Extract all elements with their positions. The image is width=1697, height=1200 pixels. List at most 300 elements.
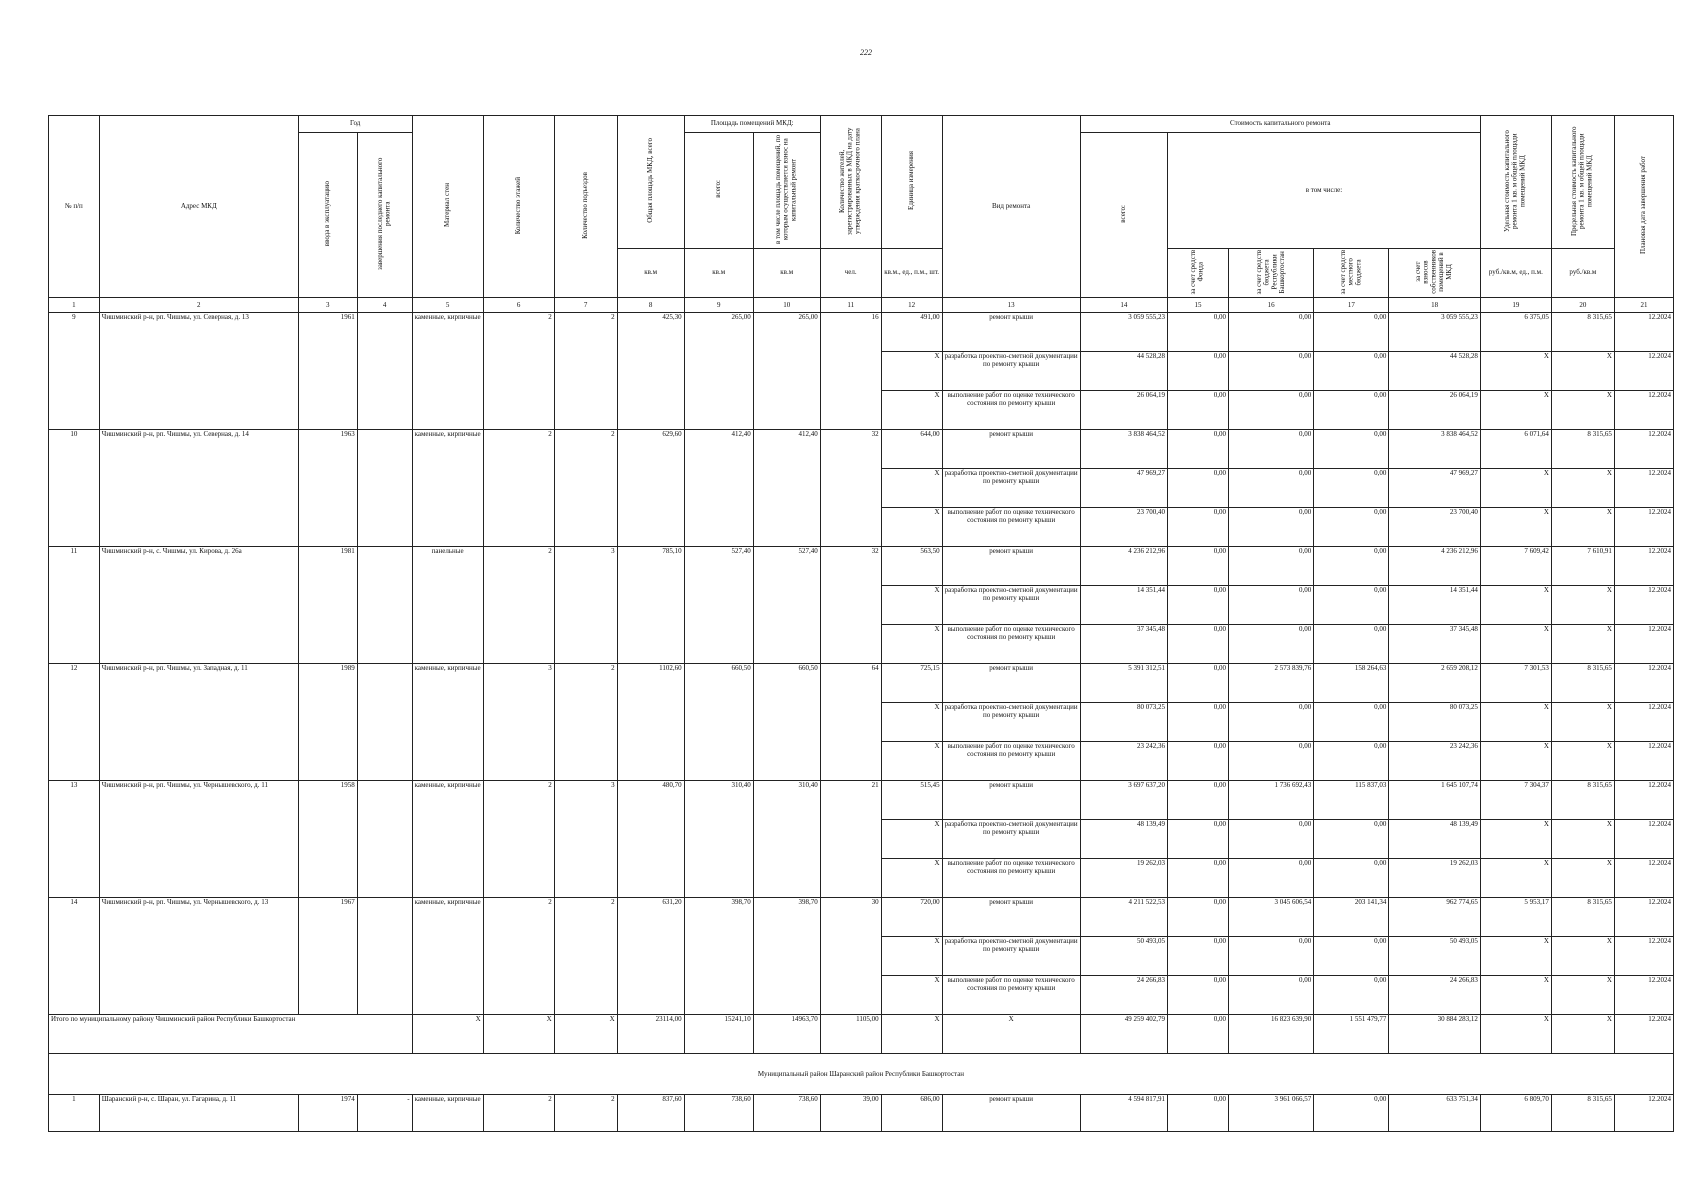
cell-area: 629,60: [617, 430, 684, 547]
cell-cost-owners: 23 242,36: [1389, 742, 1480, 781]
cell-cost-owners: 47 969,27: [1389, 469, 1480, 508]
cell-deadline: 12.2024: [1614, 976, 1673, 1015]
cell-cost-local: 115 837,03: [1314, 781, 1389, 820]
cell-entrances: 2: [554, 313, 617, 430]
cell-last-repair: [357, 547, 412, 664]
cell-unit-cost: X: [1480, 976, 1551, 1015]
cell-cost-local: 0,00: [1314, 352, 1389, 391]
cell-qty: X: [881, 391, 942, 430]
table-row: [49, 430, 1674, 469]
cell-living: 265,00: [753, 313, 820, 430]
total-residents: 1105,00: [820, 1015, 881, 1054]
column-numbers-row: [49, 298, 1674, 313]
cell-cost-republic: 0,00: [1228, 469, 1313, 508]
cell-qty: X: [881, 820, 942, 859]
cell-max-cost: 8 315,65: [1551, 898, 1614, 937]
table-row: [49, 664, 1674, 703]
cell-cost-owners: 44 528,28: [1389, 352, 1480, 391]
cell-cost-fund: 0,00: [1168, 664, 1229, 703]
cell-max-cost: X: [1551, 469, 1614, 508]
cell-address: Чишминский р-н, рп. Чишмы, ул. Северная, д. 13: [99, 313, 298, 430]
cell-floors: 2: [483, 1095, 554, 1132]
unit-max-cost: руб./кв.м: [1551, 249, 1614, 298]
cell-floors: 2: [483, 898, 554, 1015]
column-number: 11: [820, 298, 881, 313]
cell-cost-republic: 0,00: [1228, 547, 1313, 586]
cell-year: 1961: [298, 313, 357, 430]
unit-living: кв.м: [753, 249, 820, 298]
cell-cost-republic: 0,00: [1228, 508, 1313, 547]
cell-cost-total: 4 236 212,96: [1080, 547, 1167, 586]
cell-max-cost: X: [1551, 508, 1614, 547]
cell-cost-fund: 0,00: [1168, 937, 1229, 976]
cell-residents: 30: [820, 898, 881, 1015]
col-cost-local: за счет средств местного бюджета: [1314, 249, 1389, 298]
cell-unit-cost: X: [1480, 742, 1551, 781]
column-number: 16: [1228, 298, 1313, 313]
cell-qty: 563,50: [881, 547, 942, 586]
cell-deadline: 12.2024: [1614, 625, 1673, 664]
cell-address: Чишминский р-н, рп. Чишмы, ул. Западная, д. 11: [99, 664, 298, 781]
table-row: [49, 781, 1674, 820]
cell-cost-owners: 50 493,05: [1389, 937, 1480, 976]
page-number: 222: [860, 48, 872, 57]
cell-work-type: разработка проектно-сметной документации по ремонту крыши: [942, 352, 1080, 391]
cell-area: 480,70: [617, 781, 684, 898]
cell-cost-fund: 0,00: [1168, 547, 1229, 586]
col-total-area: Общая площадь МКД, всего: [617, 116, 684, 249]
cell-year: 1981: [298, 547, 357, 664]
table-row: [49, 1095, 1674, 1132]
col-work-type: Вид ремонта: [942, 116, 1080, 298]
column-number: 20: [1551, 298, 1614, 313]
cell-cost-fund: 0,00: [1168, 508, 1229, 547]
col-floors: Количество этажей: [483, 116, 554, 298]
cell-cost-total: 80 073,25: [1080, 703, 1167, 742]
cell-qty: X: [881, 703, 942, 742]
column-number: 6: [483, 298, 554, 313]
cell-residents: 64: [820, 664, 881, 781]
cell-last-repair: [357, 898, 412, 1015]
cell-residents: 21: [820, 781, 881, 898]
cell-work-type: ремонт крыши: [942, 430, 1080, 469]
total-deadline: 12.2024: [1614, 1015, 1673, 1054]
cell-living: 412,40: [753, 430, 820, 547]
cell-deadline: 12.2024: [1614, 898, 1673, 937]
cell-cost-owners: 2 659 208,12: [1389, 664, 1480, 703]
cell-max-cost: 8 315,65: [1551, 1095, 1614, 1132]
cell-material: каменные, кирпичные: [412, 664, 483, 781]
cell-cost-local: 0,00: [1314, 508, 1389, 547]
cell-cost-republic: 0,00: [1228, 352, 1313, 391]
cell-unit-cost: X: [1480, 508, 1551, 547]
cell-cost-republic: 0,00: [1228, 430, 1313, 469]
cell-qty: X: [881, 976, 942, 1015]
cell-number: 11: [49, 547, 100, 664]
cell-area: 837,60: [617, 1095, 684, 1132]
cell-cost-local: 0,00: [1314, 391, 1389, 430]
cell-cost-fund: 0,00: [1168, 898, 1229, 937]
cell-deadline: 12.2024: [1614, 703, 1673, 742]
column-number: 4: [357, 298, 412, 313]
cell-number: 13: [49, 781, 100, 898]
cell-cost-fund: 0,00: [1168, 859, 1229, 898]
cell-unit-cost: X: [1480, 586, 1551, 625]
column-number: 9: [684, 298, 753, 313]
cell-max-cost: 8 315,65: [1551, 430, 1614, 469]
cell-deadline: 12.2024: [1614, 742, 1673, 781]
cell-premises: 738,60: [684, 1095, 753, 1132]
col-cost-republic: за счет средств бюджета Республики Башкортостан: [1228, 249, 1313, 298]
cell-premises: 310,40: [684, 781, 753, 898]
cell-cost-fund: 0,00: [1168, 703, 1229, 742]
column-number: 15: [1168, 298, 1229, 313]
total-material: X: [412, 1015, 483, 1054]
column-number: 13: [942, 298, 1080, 313]
cell-cost-owners: 19 262,03: [1389, 859, 1480, 898]
total-premises: 15241,10: [684, 1015, 753, 1054]
column-number: 5: [412, 298, 483, 313]
cell-cost-local: 0,00: [1314, 313, 1389, 352]
cell-cost-owners: 37 345,48: [1389, 625, 1480, 664]
cell-work-type: ремонт крыши: [942, 781, 1080, 820]
cell-cost-republic: 3 045 606,54: [1228, 898, 1313, 937]
cell-deadline: 12.2024: [1614, 391, 1673, 430]
cell-cost-republic: 3 961 066,57: [1228, 1095, 1313, 1132]
col-cost-incl: в том числе:: [1168, 133, 1481, 249]
cell-deadline: 12.2024: [1614, 352, 1673, 391]
cell-work-type: разработка проектно-сметной документации по ремонту крыши: [942, 937, 1080, 976]
cell-unit-cost: X: [1480, 703, 1551, 742]
cell-max-cost: X: [1551, 742, 1614, 781]
cell-cost-total: 3 697 637,20: [1080, 781, 1167, 820]
cell-cost-republic: 0,00: [1228, 391, 1313, 430]
cell-year: 1974: [298, 1095, 357, 1132]
cell-last-repair: -: [357, 1095, 412, 1132]
cell-max-cost: X: [1551, 625, 1614, 664]
cell-deadline: 12.2024: [1614, 313, 1673, 352]
unit-unit-cost: руб./кв.м, ед., п.м.: [1480, 249, 1551, 298]
cell-deadline: 12.2024: [1614, 469, 1673, 508]
column-number: 17: [1314, 298, 1389, 313]
col-year-last: завершения последнего капитального ремонта: [357, 133, 412, 298]
cell-unit-cost: X: [1480, 469, 1551, 508]
section-title: Муниципальный район Шаранский район Республики Башкортостан: [49, 1054, 1674, 1095]
cell-cost-total: 26 064,19: [1080, 391, 1167, 430]
total-max-cost: X: [1551, 1015, 1614, 1054]
cell-premises: 660,50: [684, 664, 753, 781]
total-local: 1 551 479,77: [1314, 1015, 1389, 1054]
cell-qty: 491,00: [881, 313, 942, 352]
cell-cost-local: 0,00: [1314, 586, 1389, 625]
cell-max-cost: X: [1551, 391, 1614, 430]
col-cost-fund: за счет средств Фонда: [1168, 249, 1229, 298]
cell-cost-local: 158 264,63: [1314, 664, 1389, 703]
cell-address: Чишминский р-н, рп. Чишмы, ул. Северная, д. 14: [99, 430, 298, 547]
cell-cost-total: 44 528,28: [1080, 352, 1167, 391]
cell-cost-republic: 1 736 692,43: [1228, 781, 1313, 820]
cell-unit-cost: X: [1480, 937, 1551, 976]
cell-last-repair: [357, 313, 412, 430]
cell-area: 425,30: [617, 313, 684, 430]
cell-cost-total: 14 351,44: [1080, 586, 1167, 625]
cell-cost-local: 0,00: [1314, 703, 1389, 742]
cell-cost-fund: 0,00: [1168, 391, 1229, 430]
cell-year: 1967: [298, 898, 357, 1015]
cell-cost-local: 0,00: [1314, 859, 1389, 898]
cell-unit-cost: 7 304,37: [1480, 781, 1551, 820]
column-number: 2: [99, 298, 298, 313]
cell-work-type: ремонт крыши: [942, 547, 1080, 586]
cell-work-type: разработка проектно-сметной документации по ремонту крыши: [942, 586, 1080, 625]
cell-cost-local: 0,00: [1314, 1095, 1389, 1132]
cell-cost-republic: 0,00: [1228, 625, 1313, 664]
cell-max-cost: 8 315,65: [1551, 313, 1614, 352]
col-material: Материал стен: [412, 116, 483, 298]
cell-cost-owners: 633 751,34: [1389, 1095, 1480, 1132]
unit-premises: кв.м: [684, 249, 753, 298]
cell-qty: 515,45: [881, 781, 942, 820]
cell-cost-owners: 962 774,65: [1389, 898, 1480, 937]
cell-cost-fund: 0,00: [1168, 625, 1229, 664]
total-label: Итого по муниципальному району Чишминский район Республики Башкортостан: [49, 1015, 413, 1054]
cell-entrances: 3: [554, 547, 617, 664]
column-number: 10: [753, 298, 820, 313]
col-n: № п/п: [49, 116, 100, 298]
cell-cost-owners: 23 700,40: [1389, 508, 1480, 547]
cell-cost-local: 0,00: [1314, 742, 1389, 781]
cell-entrances: 2: [554, 898, 617, 1015]
cell-unit-cost: X: [1480, 352, 1551, 391]
column-number: 3: [298, 298, 357, 313]
col-entrances: Количество подъездов: [554, 116, 617, 298]
cell-cost-total: 4 211 522,53: [1080, 898, 1167, 937]
cell-unit-cost: X: [1480, 820, 1551, 859]
section-row: [49, 1054, 1674, 1095]
cell-residents: 32: [820, 547, 881, 664]
total-owners: 30 884 283,12: [1389, 1015, 1480, 1054]
cell-entrances: 2: [554, 1095, 617, 1132]
cell-work-type: выполнение работ по оценке технического состояния по ремонту крыши: [942, 391, 1080, 430]
cell-qty: X: [881, 937, 942, 976]
cell-work-type: разработка проектно-сметной документации по ремонту крыши: [942, 469, 1080, 508]
cell-work-type: ремонт крыши: [942, 898, 1080, 937]
cell-entrances: 2: [554, 664, 617, 781]
cell-work-type: ремонт крыши: [942, 664, 1080, 703]
cell-cost-republic: 0,00: [1228, 742, 1313, 781]
column-number: 7: [554, 298, 617, 313]
cell-cost-fund: 0,00: [1168, 820, 1229, 859]
table-row: [49, 313, 1674, 352]
col-year-group: Год: [298, 116, 412, 133]
cell-deadline: 12.2024: [1614, 859, 1673, 898]
cell-cost-republic: 0,00: [1228, 937, 1313, 976]
cell-deadline: 12.2024: [1614, 820, 1673, 859]
cell-material: каменные, кирпичные: [412, 313, 483, 430]
table-header: [49, 116, 1674, 313]
cell-cost-fund: 0,00: [1168, 781, 1229, 820]
cell-deadline: 12.2024: [1614, 508, 1673, 547]
cell-cost-local: 0,00: [1314, 937, 1389, 976]
cell-residents: 32: [820, 430, 881, 547]
cell-living: 398,70: [753, 898, 820, 1015]
cell-qty: X: [881, 859, 942, 898]
cell-area: 785,10: [617, 547, 684, 664]
cell-address: Шаранский р-н, с. Шаран, ул. Гагарина, д. 11: [99, 1095, 298, 1132]
cell-cost-republic: 2 573 839,76: [1228, 664, 1313, 703]
cell-cost-owners: 1 645 107,74: [1389, 781, 1480, 820]
cell-max-cost: X: [1551, 352, 1614, 391]
cell-cost-owners: 3 059 555,23: [1389, 313, 1480, 352]
cell-cost-owners: 80 073,25: [1389, 703, 1480, 742]
cell-qty: 720,00: [881, 898, 942, 937]
cell-cost-republic: 0,00: [1228, 703, 1313, 742]
cell-address: Чишминский р-н, рп. Чишмы, ул. Чернышевского, д. 13: [99, 898, 298, 1015]
cell-cost-total: 50 493,05: [1080, 937, 1167, 976]
cell-work-type: ремонт крыши: [942, 313, 1080, 352]
total-unit-cost: X: [1480, 1015, 1551, 1054]
col-deadline: Плановая дата завершения работ: [1614, 116, 1673, 298]
cell-max-cost: X: [1551, 820, 1614, 859]
cell-last-repair: [357, 781, 412, 898]
cell-cost-total: 24 266,83: [1080, 976, 1167, 1015]
cell-living: 738,60: [753, 1095, 820, 1132]
col-premises-living: в том числе площадь помещений, по которым осуществляется взнос на капитальный ремонт: [753, 133, 820, 249]
table-row: [49, 547, 1674, 586]
total-fund: 0,00: [1168, 1015, 1229, 1054]
cell-unit-cost: X: [1480, 625, 1551, 664]
cell-floors: 3: [483, 664, 554, 781]
column-number: 19: [1480, 298, 1551, 313]
cell-max-cost: 7 610,91: [1551, 547, 1614, 586]
cell-work-type: выполнение работ по оценке технического состояния по ремонту крыши: [942, 508, 1080, 547]
cell-qty: X: [881, 469, 942, 508]
cell-unit-cost: 5 953,17: [1480, 898, 1551, 937]
cell-cost-local: 0,00: [1314, 976, 1389, 1015]
col-address: Адрес МКД: [99, 116, 298, 298]
cell-cost-fund: 0,00: [1168, 742, 1229, 781]
cell-floors: 2: [483, 313, 554, 430]
cell-cost-republic: 0,00: [1228, 859, 1313, 898]
cell-deadline: 12.2024: [1614, 430, 1673, 469]
column-number: 12: [881, 298, 942, 313]
cell-cost-owners: 26 064,19: [1389, 391, 1480, 430]
cell-max-cost: 8 315,65: [1551, 664, 1614, 703]
cell-living: 310,40: [753, 781, 820, 898]
col-residents: Количество жителей, зарегистрированных в МКД на дату утверждения краткосрочного плана: [820, 116, 881, 249]
cell-material: каменные, кирпичные: [412, 1095, 483, 1132]
cell-number: 14: [49, 898, 100, 1015]
cell-cost-local: 203 141,34: [1314, 898, 1389, 937]
capital-repair-table: [48, 115, 1674, 1132]
cell-cost-republic: 0,00: [1228, 976, 1313, 1015]
cell-cost-owners: 14 351,44: [1389, 586, 1480, 625]
cell-deadline: 12.2024: [1614, 1095, 1673, 1132]
cell-premises: 398,70: [684, 898, 753, 1015]
cell-cost-local: 0,00: [1314, 469, 1389, 508]
cell-work-type: выполнение работ по оценке технического состояния по ремонту крыши: [942, 742, 1080, 781]
col-cost-total: всего:: [1080, 133, 1167, 298]
cell-unit-cost: 7 301,53: [1480, 664, 1551, 703]
cell-deadline: 12.2024: [1614, 547, 1673, 586]
col-year-commission: ввода в эксплуатацию: [298, 133, 357, 298]
cell-cost-republic: 0,00: [1228, 820, 1313, 859]
cell-max-cost: 8 315,65: [1551, 781, 1614, 820]
cell-qty: X: [881, 625, 942, 664]
cell-number: 1: [49, 1095, 100, 1132]
cell-qty: 725,15: [881, 664, 942, 703]
unit-area: кв.м: [617, 249, 684, 298]
cell-cost-total: 37 345,48: [1080, 625, 1167, 664]
column-number: 1: [49, 298, 100, 313]
cell-cost-fund: 0,00: [1168, 313, 1229, 352]
cell-cost-owners: 4 236 212,96: [1389, 547, 1480, 586]
cell-max-cost: X: [1551, 703, 1614, 742]
cell-premises: 527,40: [684, 547, 753, 664]
total-area: 23114,00: [617, 1015, 684, 1054]
cell-deadline: 12.2024: [1614, 586, 1673, 625]
cell-cost-fund: 0,00: [1168, 430, 1229, 469]
cell-number: 12: [49, 664, 100, 781]
col-max-cost: Предельная стоимость капитального ремонта 1 кв. м общей площади помещений МКД: [1551, 116, 1614, 249]
total-cost: 49 259 402,79: [1080, 1015, 1167, 1054]
unit-qty: кв.м., ед., п.м., шт.: [881, 249, 942, 298]
cell-address: Чишминский р-н, с. Чишмы, ул. Кирова, д. 26а: [99, 547, 298, 664]
cell-max-cost: X: [1551, 859, 1614, 898]
cell-residents: 16: [820, 313, 881, 430]
total-floors: X: [483, 1015, 554, 1054]
cell-qty: 644,00: [881, 430, 942, 469]
cell-address: Чишминский р-н, рп. Чишмы, ул. Чернышевского, д. 11: [99, 781, 298, 898]
col-premises-group: Площадь помещений МКД:: [684, 116, 820, 133]
column-number: 18: [1389, 298, 1480, 313]
cell-area: 1102,60: [617, 664, 684, 781]
cell-cost-fund: 0,00: [1168, 1095, 1229, 1132]
cell-material: каменные, кирпичные: [412, 430, 483, 547]
cell-cost-fund: 0,00: [1168, 352, 1229, 391]
table-row: [49, 898, 1674, 937]
cell-living: 527,40: [753, 547, 820, 664]
cell-cost-fund: 0,00: [1168, 469, 1229, 508]
cell-cost-fund: 0,00: [1168, 586, 1229, 625]
cell-cost-total: 4 594 817,91: [1080, 1095, 1167, 1132]
cell-cost-total: 47 969,27: [1080, 469, 1167, 508]
cell-year: 1958: [298, 781, 357, 898]
cell-residents: 39,00: [820, 1095, 881, 1132]
cell-floors: 2: [483, 781, 554, 898]
cell-entrances: 3: [554, 781, 617, 898]
cell-floors: 2: [483, 547, 554, 664]
total-row: [49, 1015, 1674, 1054]
cell-qty: X: [881, 508, 942, 547]
cell-unit-cost: 7 609,42: [1480, 547, 1551, 586]
cell-work-type: выполнение работ по оценке технического состояния по ремонту крыши: [942, 625, 1080, 664]
cell-area: 631,20: [617, 898, 684, 1015]
total-qty: X: [881, 1015, 942, 1054]
cell-qty: X: [881, 352, 942, 391]
cell-cost-local: 0,00: [1314, 820, 1389, 859]
cell-max-cost: X: [1551, 937, 1614, 976]
cell-work-type: разработка проектно-сметной документации по ремонту крыши: [942, 820, 1080, 859]
cell-work-type: ремонт крыши: [942, 1095, 1080, 1132]
col-cost-owners: за счет взносов собственников помещений в МКД: [1389, 249, 1480, 298]
cell-work-type: выполнение работ по оценке технического состояния по ремонту крыши: [942, 976, 1080, 1015]
cell-unit-cost: 6 071,64: [1480, 430, 1551, 469]
cell-year: 1963: [298, 430, 357, 547]
column-number: 14: [1080, 298, 1167, 313]
cell-cost-owners: 24 266,83: [1389, 976, 1480, 1015]
col-unit: Единица измерения: [881, 116, 942, 249]
